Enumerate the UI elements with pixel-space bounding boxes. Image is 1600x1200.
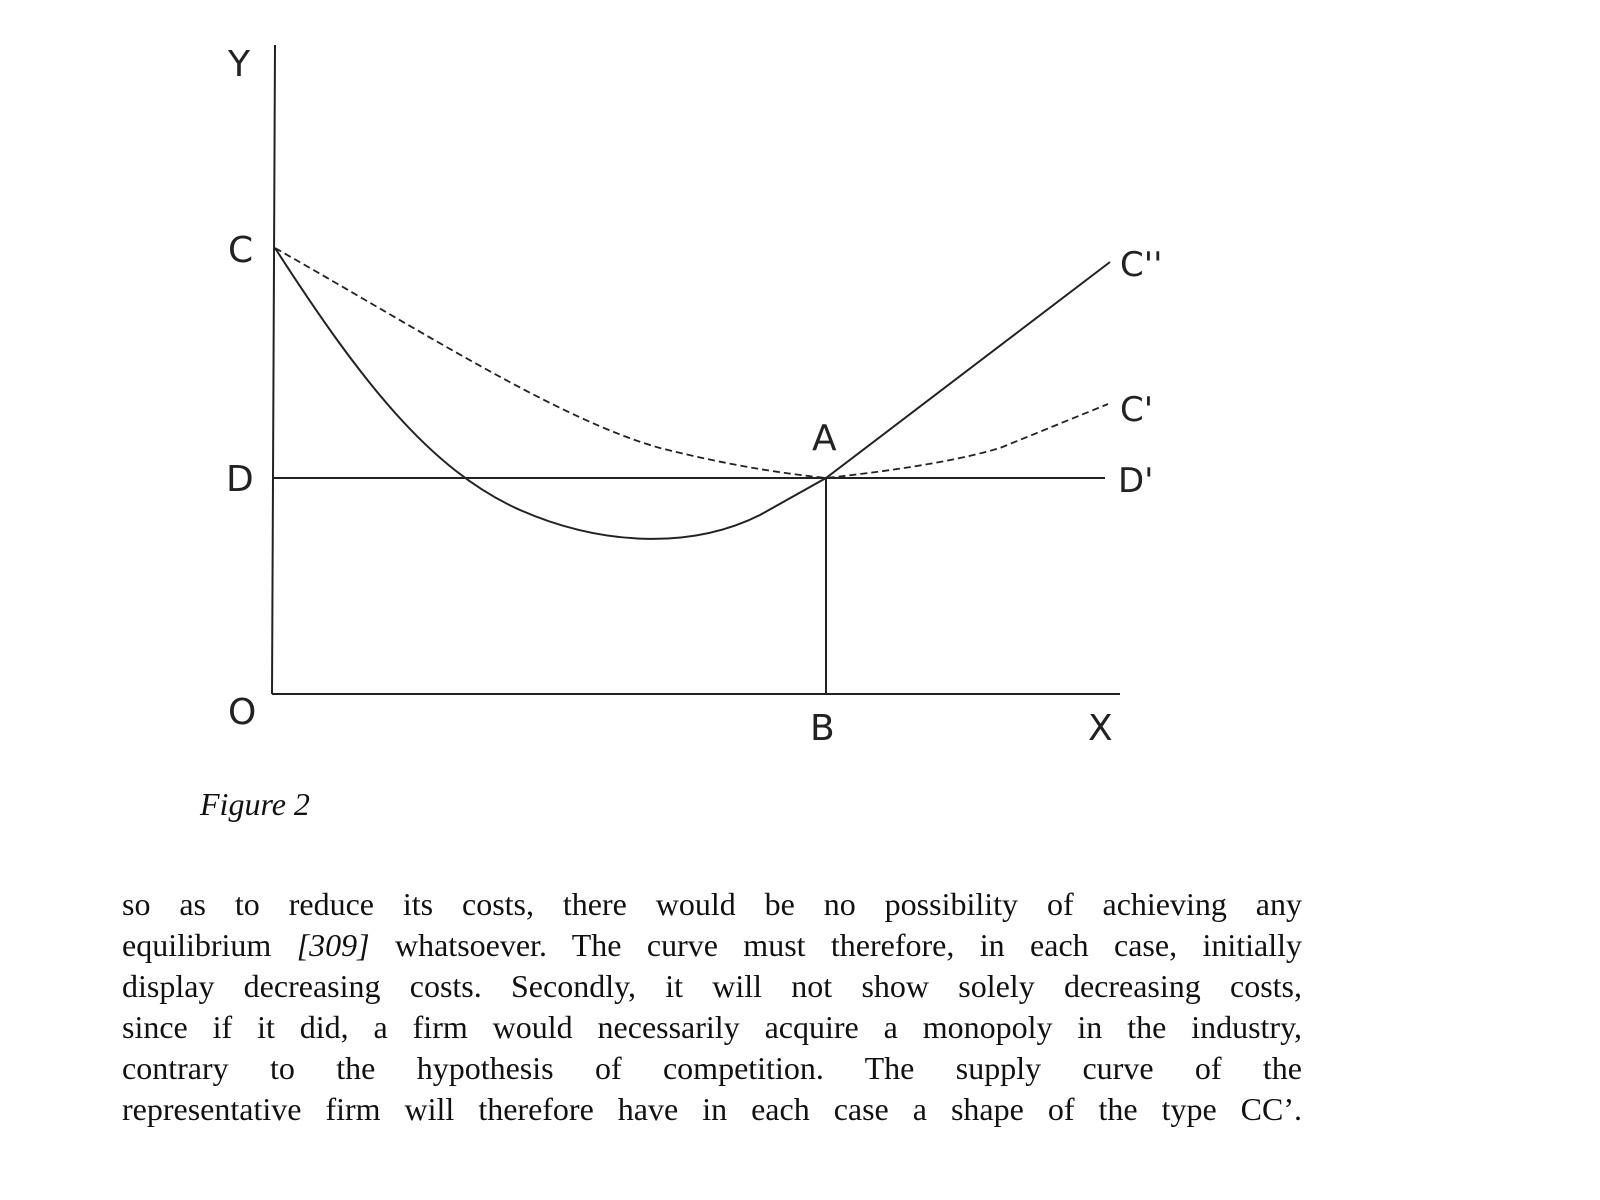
text-line: [122, 1007, 1302, 1048]
text-segment: whatsoever. The curve must therefore, in each case, initially: [369, 927, 1302, 963]
y-axis-label: Y: [228, 44, 250, 85]
text-line: [122, 1048, 1302, 1089]
y-axis: [272, 45, 275, 694]
text-segment: so as to reduce its costs, there would be no possibility of achieving any: [122, 886, 1302, 922]
point-b-label: B: [810, 708, 835, 749]
figure-caption: Figure 2: [200, 786, 310, 822]
text-line: [122, 966, 1302, 1007]
curve-c-prime-label: C': [1120, 390, 1154, 430]
point-d-label: D: [226, 459, 254, 500]
curve-d-prime-label: D': [1118, 461, 1154, 501]
origin-label: O: [228, 692, 257, 733]
text-segment: equilibrium: [122, 927, 297, 963]
page-reference: [309]: [296, 927, 370, 963]
text-segment: contrary to the hypothesis of competition. The supply curve of the: [122, 1050, 1302, 1086]
curve-c-c-prime: [275, 248, 1108, 478]
point-c-label: C: [228, 230, 254, 271]
body-paragraph: [122, 884, 1302, 1130]
text-line: [122, 925, 1302, 966]
x-axis-label: X: [1088, 708, 1113, 749]
curve-c-double-prime-label: C'': [1120, 245, 1163, 285]
text-segment: representative firm will therefore have in each case a shape of the type CC’.: [122, 1091, 1302, 1127]
text-line: [122, 884, 1302, 925]
text-segment: since if it did, a firm would necessarily acquire a monopoly in the industry,: [122, 1009, 1302, 1045]
point-a-label: A: [812, 418, 837, 459]
text-segment: display decreasing costs. Secondly, it will not show solely decreasing costs,: [122, 968, 1302, 1004]
curve-c-c-double-prime: [275, 248, 1110, 539]
text-line: [122, 1089, 1302, 1130]
